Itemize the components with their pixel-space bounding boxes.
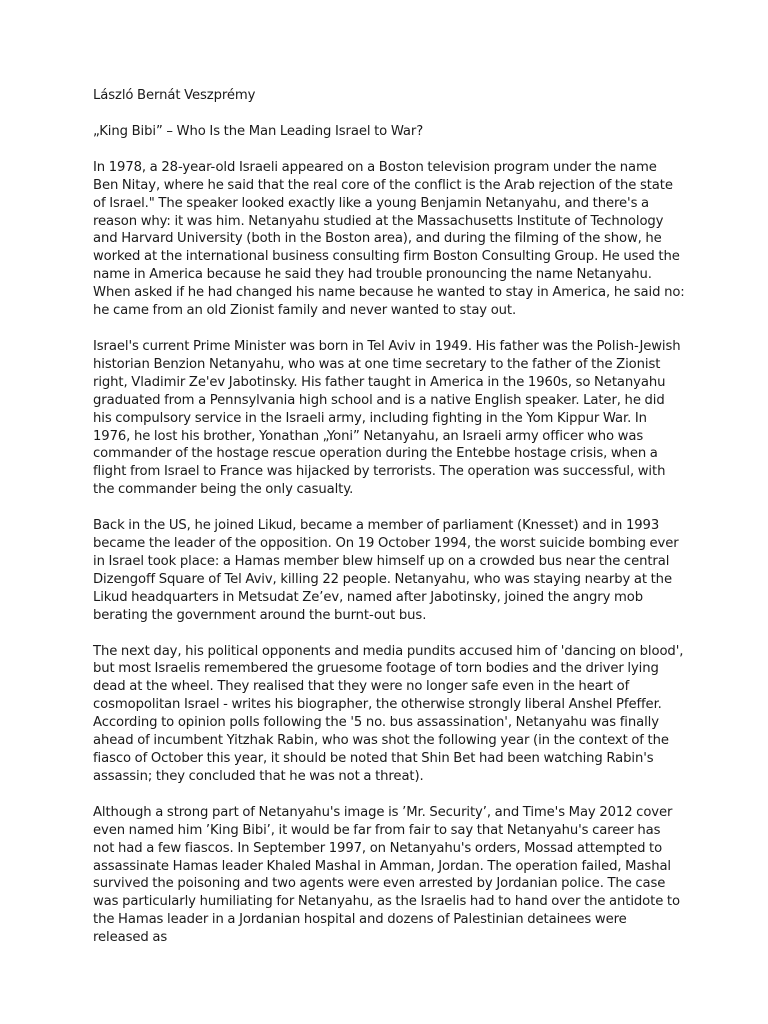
article-title: „King Bibi” – Who Is the Man Leading Israel to War?: [93, 123, 424, 139]
paragraph-3: Back in the US, he joined Likud, became a member of parliament (Knesset) and in 1993 became the leader of the opposition. On 19 October 1994, the worst suicide bombing ever in Israel took place: a Hamas member blew himself up on a crowded bus near the central Dizengoff Square of Tel Aviv, killing 22 people. Netanyahu, who was staying nearby at the Likud headquarters in Metsudat Ze’ev, named after Jabotinsky, joined the angry mob berating the government around the burnt-out bus.: [93, 518, 679, 623]
paragraph-1: In 1978, a 28-year-old Israeli appeared on a Boston television program under the name Ben Nitay, where he said that the real core of the conflict is the Arab rejection of the state of Israel." The speaker looked exactly like a young Benjamin Netanyahu, and there's a reason why: it was him. Netanyahu studied at the Massachusetts Institute of Technology and Harvard University (both in the Boston area), and during the filming of the show, he worked at the international business consulting firm Boston Consulting Group. He used the name in America because he said they had trouble pronouncing the name Netanyahu. When asked if he had changed his name because he wanted to stay in America, he said no: he came from an old Zionist family and never wanted to stay out.: [93, 159, 685, 319]
paragraph-2: Israel's current Prime Minister was born in Tel Aviv in 1949. His father was the Polish-Jewish historian Benzion Netanyahu, who was at one time secretary to the father of the Zionist right, Vladimir Ze'ev Jabotinsky. His father taught in America in the 1960s, so Netanyahu graduated from a Pennsylvania high school and is a native English speaker. Later, he did his compulsory service in the Israeli army, including fighting in the Yom Kippur War. In 1976, he lost his brother, Yonathan „Yoni” Netanyahu, an Israeli army officer who was commander of the hostage rescue operation during the Entebbe hostage crisis, when a flight from Israel to France was hijacked by terrorists. The operation was successful, with the commander being the only casualty.: [93, 338, 681, 498]
paragraph-4: The next day, his political opponents and media pundits accused him of 'dancing on blood', but most Israelis remembered the gruesome footage of torn bodies and the driver lying dead at the wheel. They realised that they were no longer safe even in the heart of cosmopolitan Israel - writes his biographer, the otherwise strongly liberal Anshel Pfeffer. According to opinion polls following the '5 no. bus assassination', Netanyahu was finally ahead of incumbent Yitzhak Rabin, who was shot the following year (in the context of the fiasco of October this year, it should be noted that Shin Bet had been watching Rabin's assassin; they concluded that he was not a threat).: [93, 643, 684, 784]
author-name: László Bernát Veszprémy: [93, 88, 256, 103]
paragraph-5: Although a strong part of Netanyahu's image is ’Mr. Security’, and Time's May 2012 cover even named him ’King Bibi’, it would be far from fair to say that Netanyahu's career has not had a few fiascos. In September 1997, on Netanyahu's orders, Mossad attempted to assassinate Hamas leader Khaled Mashal in Amman, Jordan. The operation failed, Mashal survived the poisoning and two agents were even arrested by Jordanian police. The case was particularly humiliating for Netanyahu, as the Israelis had to hand over the antidote to the Hamas leader in a Jordanian hospital and dozens of Palestinian detainees were released as: [93, 804, 680, 946]
document-body: [93, 87, 685, 965]
